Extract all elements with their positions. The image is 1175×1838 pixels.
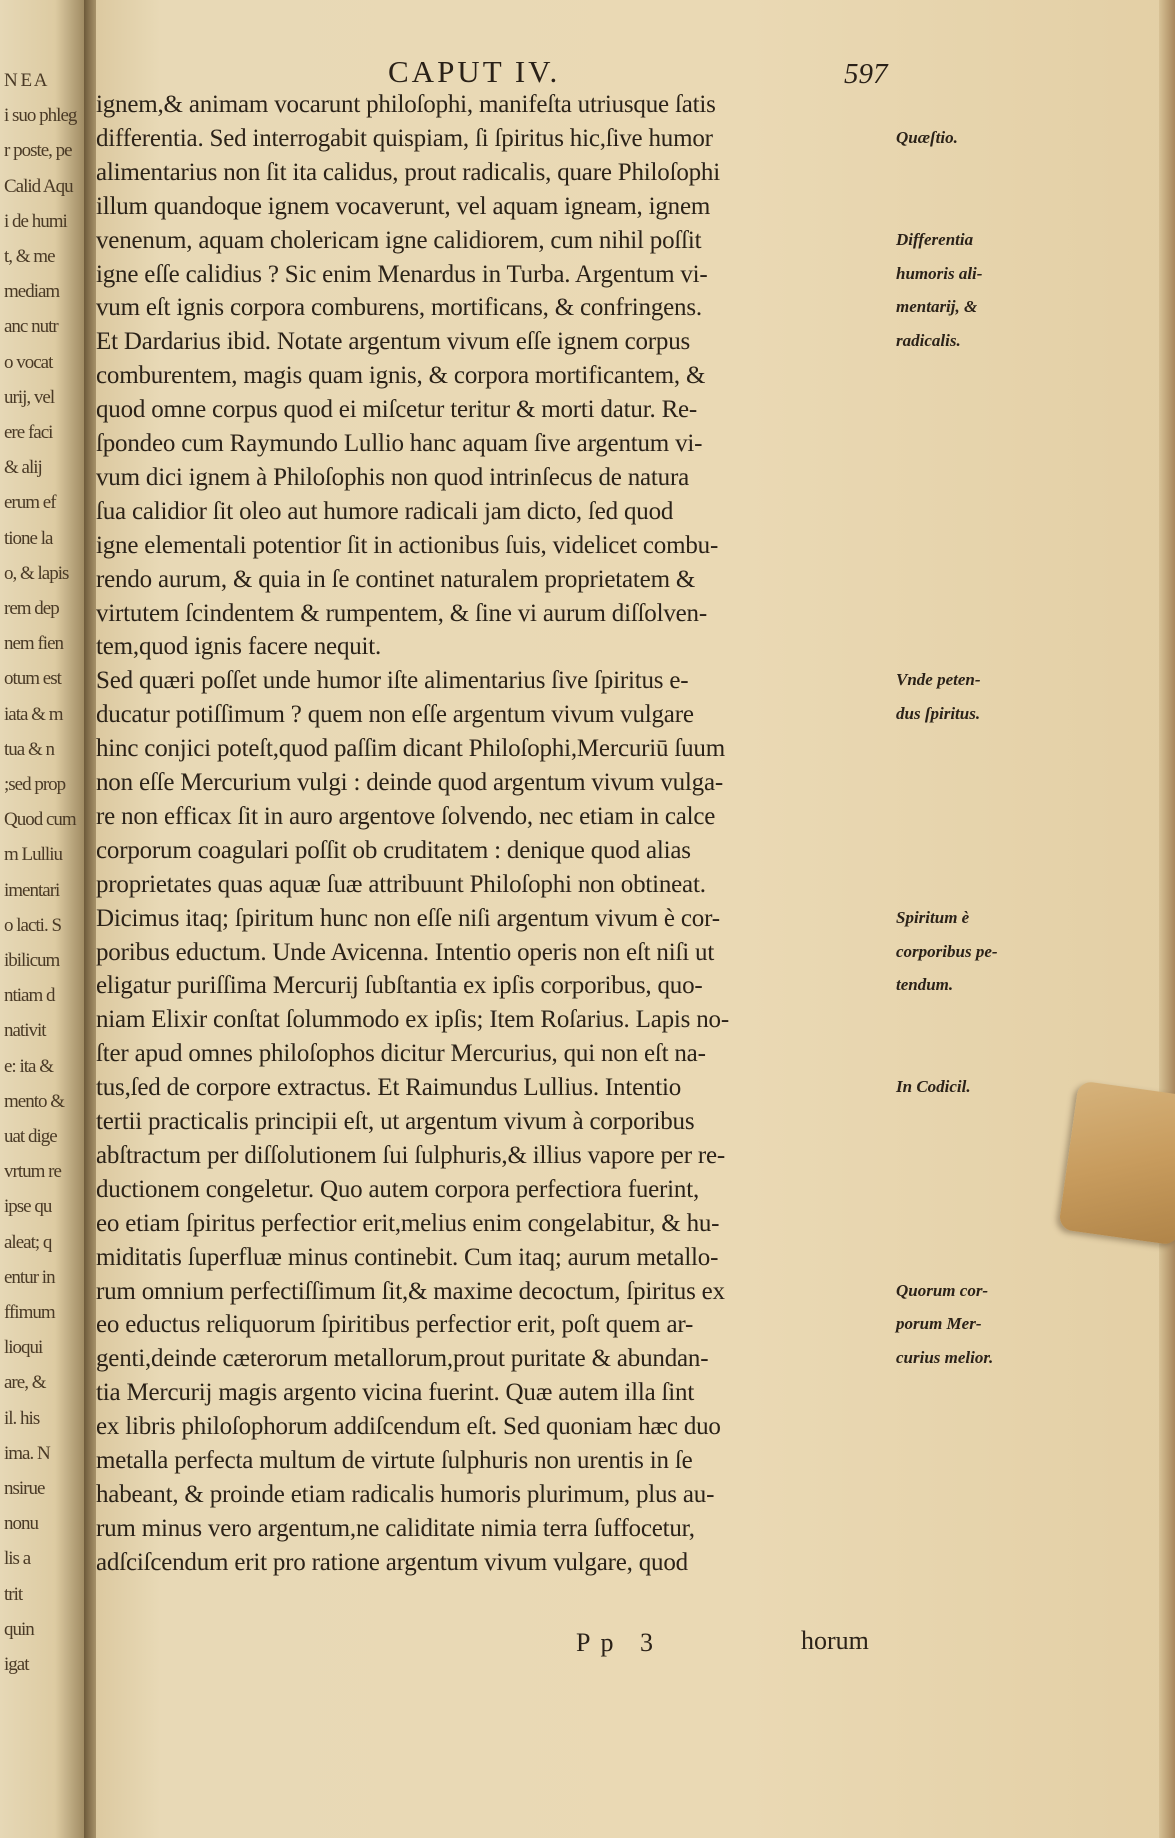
facing-page-line: il. his bbox=[4, 1407, 40, 1429]
text-line: Et Dardarius ibid. Notate argentum vivum eſſe ignem corpus bbox=[96, 328, 691, 356]
facing-page-line: Calid Aqu bbox=[4, 175, 73, 197]
facing-page-line: & alij bbox=[4, 457, 42, 479]
facing-page-line: m Lulliu bbox=[4, 844, 62, 866]
facing-page-line: lioqui bbox=[4, 1337, 43, 1359]
text-line: corporum coagulari poſſit ob cruditatem : denique quod alias bbox=[96, 836, 691, 864]
text-line: re non efficax ſit in auro argentove ſolvendo, nec etiam in calce bbox=[96, 802, 716, 830]
text-line: Dicimus itaq; ſpiritum hunc non eſſe niſi argentum vivum è cor- bbox=[96, 904, 720, 932]
text-line: ex libris philoſophorum addiſcendum eſt. Sed quoniam hæc duo bbox=[96, 1413, 721, 1441]
facing-page-line: uat dige bbox=[4, 1126, 57, 1147]
facing-page-line: o, & lapis bbox=[4, 562, 69, 584]
marginal-note: porum Mer- bbox=[896, 1314, 982, 1334]
text-line: metalla perfecta multum de virtute ſulphuris non urentis in ſe bbox=[96, 1447, 693, 1474]
facing-page-line: trit bbox=[4, 1583, 23, 1605]
page-number: 597 bbox=[844, 58, 888, 90]
facing-page-line: N E A bbox=[4, 70, 47, 91]
text-line: vum dici ignem à Philoſophis non quod intrinſecus de natura bbox=[96, 463, 689, 491]
text-line: eo eductus reliquorum ſpiritibus perfectior erit, poſt quem ar- bbox=[96, 1311, 694, 1339]
text-line: hinc conjici poteſt,quod paſſim dicant Philoſophi,Mercuriū ſuum bbox=[96, 735, 725, 763]
text-line: tia Mercurij magis argento vicina fuerint. Quæ autem illa ſint bbox=[96, 1379, 695, 1407]
facing-page-line: nem fien bbox=[4, 633, 64, 655]
facing-page-line: ibilicum bbox=[4, 950, 60, 971]
text-line: rum minus vero argentum,ne caliditate nimia terra ſuffocetur, bbox=[96, 1514, 695, 1542]
page-edge bbox=[1159, 0, 1175, 1838]
facing-page-line: r poste, pe bbox=[4, 140, 72, 162]
text-line: rendo aurum, & quia in ſe continet naturalem proprietatem & bbox=[96, 565, 696, 593]
text-line: habeant, & proinde etiam radicalis humoris plurimum, plus au- bbox=[96, 1480, 715, 1508]
marginal-note: mentarij, & bbox=[896, 297, 978, 317]
marginal-note: dus ſpiritus. bbox=[896, 704, 981, 724]
marginal-note: Quæſtio. bbox=[896, 127, 958, 147]
facing-page-line: e: ita & bbox=[4, 1055, 53, 1077]
marginal-note: Quorum cor- bbox=[896, 1280, 989, 1300]
text-line: vum eſt ignis corpora comburens, mortificans, & confringens. bbox=[96, 294, 702, 322]
facing-page-line: erum ef bbox=[4, 492, 56, 514]
text-line: tus,ſed de corpore extractus. Et Raimundus Lullius. Intentio bbox=[96, 1074, 682, 1102]
facing-page-line: aleat; q bbox=[4, 1231, 52, 1253]
text-line: ductionem congeletur. Quo autem corpora perfectiora fuerint, bbox=[96, 1175, 700, 1203]
text-line: poribus eductum. Unde Avicenna. Intentio operis non eſt niſi ut bbox=[96, 938, 715, 966]
text-line: igne elementali potentior ſit in actionibus ſuis, videlicet combu- bbox=[96, 531, 719, 559]
facing-page-line: nsirue bbox=[4, 1478, 45, 1499]
text-line: miditatis ſuperfluæ minus continebit. Cum itaq; aurum metallo- bbox=[96, 1243, 719, 1271]
facing-page-line: ;sed prop bbox=[4, 774, 66, 795]
facing-page-line: i de humi bbox=[4, 210, 67, 232]
facing-page-line: rem dep bbox=[4, 598, 59, 619]
marginal-note: In Codicil. bbox=[896, 1077, 971, 1097]
facing-page-fragment bbox=[0, 0, 92, 1838]
facing-page-line: t, & me bbox=[4, 246, 55, 267]
text-line: non eſſe Mercurium vulgi : deinde quod argentum vivum vulga- bbox=[96, 769, 723, 796]
text-line: illum quandoque ignem vocaverunt, vel aquam igneam, ignem bbox=[96, 192, 711, 220]
text-line: ſter apud omnes philoſophos dicitur Mercurius, qui non eſt na- bbox=[96, 1040, 706, 1068]
facing-page-line: mediam bbox=[4, 281, 60, 303]
facing-page-line: vrtum re bbox=[4, 1161, 61, 1183]
text-line: quod omne corpus quod ei miſcetur teritur & morti datur. Re- bbox=[96, 396, 698, 424]
facing-page-line: ffimum bbox=[4, 1302, 55, 1323]
text-line: venenum, aquam cholericam igne calidiorem, cum nihil poſſit bbox=[96, 226, 702, 254]
text-line: ducatur potiſſimum ? quem non eſſe argentum vivum vulgare bbox=[96, 701, 694, 729]
text-line: adſciſcendum erit pro ratione argentum vivum vulgare, quod bbox=[96, 1548, 688, 1576]
text-line: proprietates quas aquæ ſuæ attribuunt Philoſophi non obtineat. bbox=[96, 870, 706, 898]
facing-page-line: anc nutr bbox=[4, 316, 58, 338]
marginal-note: corporibus pe- bbox=[896, 941, 998, 961]
facing-page-line: nonu bbox=[4, 1513, 38, 1535]
marginal-note: Spiritum è bbox=[896, 907, 970, 927]
text-line: niam Elixir conſtat ſolummodo ex ipſis; Item Roſarius. Lapis no- bbox=[96, 1006, 729, 1034]
marginal-note: radicalis. bbox=[896, 331, 961, 351]
text-line: virtutem ſcindentem & rumpentem, & ſine vi aurum diſſolven- bbox=[96, 599, 707, 627]
facing-page-line: mento & bbox=[4, 1090, 65, 1112]
facing-page-line: igat bbox=[4, 1654, 29, 1675]
facing-page-line: iata & m bbox=[4, 703, 63, 725]
marginal-note: curius melior. bbox=[896, 1348, 994, 1368]
text-line: ignem,& animam vocarunt philoſophi, manifeſta utriusque ſatis bbox=[96, 91, 716, 118]
facing-page-line: o vocat bbox=[4, 351, 53, 373]
wooden-bookmark bbox=[1058, 1080, 1175, 1245]
facing-page-line: imentari bbox=[4, 879, 60, 901]
facing-page-line: lis a bbox=[4, 1548, 31, 1570]
facing-page-line: entur in bbox=[4, 1266, 55, 1288]
facing-page-line: ipse qu bbox=[4, 1196, 52, 1218]
text-line: igne eſſe calidius ? Sic enim Menardus in Turba. Argentum vi- bbox=[96, 260, 708, 288]
text-line: ſua calidior ſit oleo aut humore radicali jam dicto, ſed quod bbox=[96, 497, 674, 525]
text-line: rum omnium perfectiſſimum ſit,& maxime decoctum, ſpiritus ex bbox=[96, 1277, 725, 1305]
facing-page-line: are, & bbox=[4, 1372, 46, 1394]
chapter-title: CAPUT IV. bbox=[388, 54, 561, 89]
marginal-note: humoris ali- bbox=[896, 263, 983, 283]
facing-page-line: tua & n bbox=[4, 738, 54, 760]
text-line: alimentarius non ſit ita calidus, prout radicalis, quare Philoſophi bbox=[96, 158, 720, 186]
facing-page-line: ntiam d bbox=[4, 985, 55, 1007]
marginal-note: tendum. bbox=[896, 975, 954, 995]
facing-page-line: ere faci bbox=[4, 422, 53, 443]
book-page bbox=[96, 0, 1175, 1838]
facing-page-line: urij, vel bbox=[4, 386, 55, 408]
marginal-note: Differentia bbox=[896, 229, 974, 249]
facing-page-line: quin bbox=[4, 1618, 34, 1640]
facing-page-line: nativit bbox=[4, 1020, 46, 1042]
text-line: tem,quod ignis facere nequit. bbox=[96, 633, 382, 661]
marginal-note: Vnde peten- bbox=[896, 670, 981, 690]
facing-page-line: tione la bbox=[4, 527, 53, 549]
facing-page-line: ima. N bbox=[4, 1442, 50, 1464]
text-line: eo etiam ſpiritus perfectior erit,melius enim congelabitur, & hu- bbox=[96, 1209, 720, 1237]
facing-page-line: o lacti. S bbox=[4, 914, 62, 936]
text-line: comburentem, magis quam ignis, & corpora mortificantem, & bbox=[96, 362, 706, 390]
facing-page-line: Quod cum bbox=[4, 809, 76, 831]
text-line: differentia. Sed interrogabit quispiam, ſi ſpiritus hic,ſive humor bbox=[96, 124, 713, 152]
signature-mark: Pp 3 bbox=[576, 1628, 663, 1657]
text-line: abſtractum per diſſolutionem ſui ſulphuris,& illius vapore per re- bbox=[96, 1141, 726, 1169]
text-line: genti,deinde cæterorum metallorum,prout puritate & abundan- bbox=[96, 1345, 709, 1373]
text-line: tertii practicalis principii eſt, ut argentum vivum à corporibus bbox=[96, 1108, 695, 1135]
text-line: Sed quæri poſſet unde humor iſte alimentarius ſive ſpiritus e- bbox=[96, 667, 689, 695]
text-line: ſpondeo cum Raymundo Lullio hanc aquam ſive argentum vi- bbox=[96, 430, 703, 457]
text-line: eligatur puriſſima Mercurij ſubſtantia ex ipſis corporibus, quo- bbox=[96, 972, 703, 1000]
facing-page-line: otum est bbox=[4, 668, 61, 690]
facing-page-line: i suo phleg bbox=[4, 105, 77, 127]
catchword: horum bbox=[801, 1626, 869, 1655]
